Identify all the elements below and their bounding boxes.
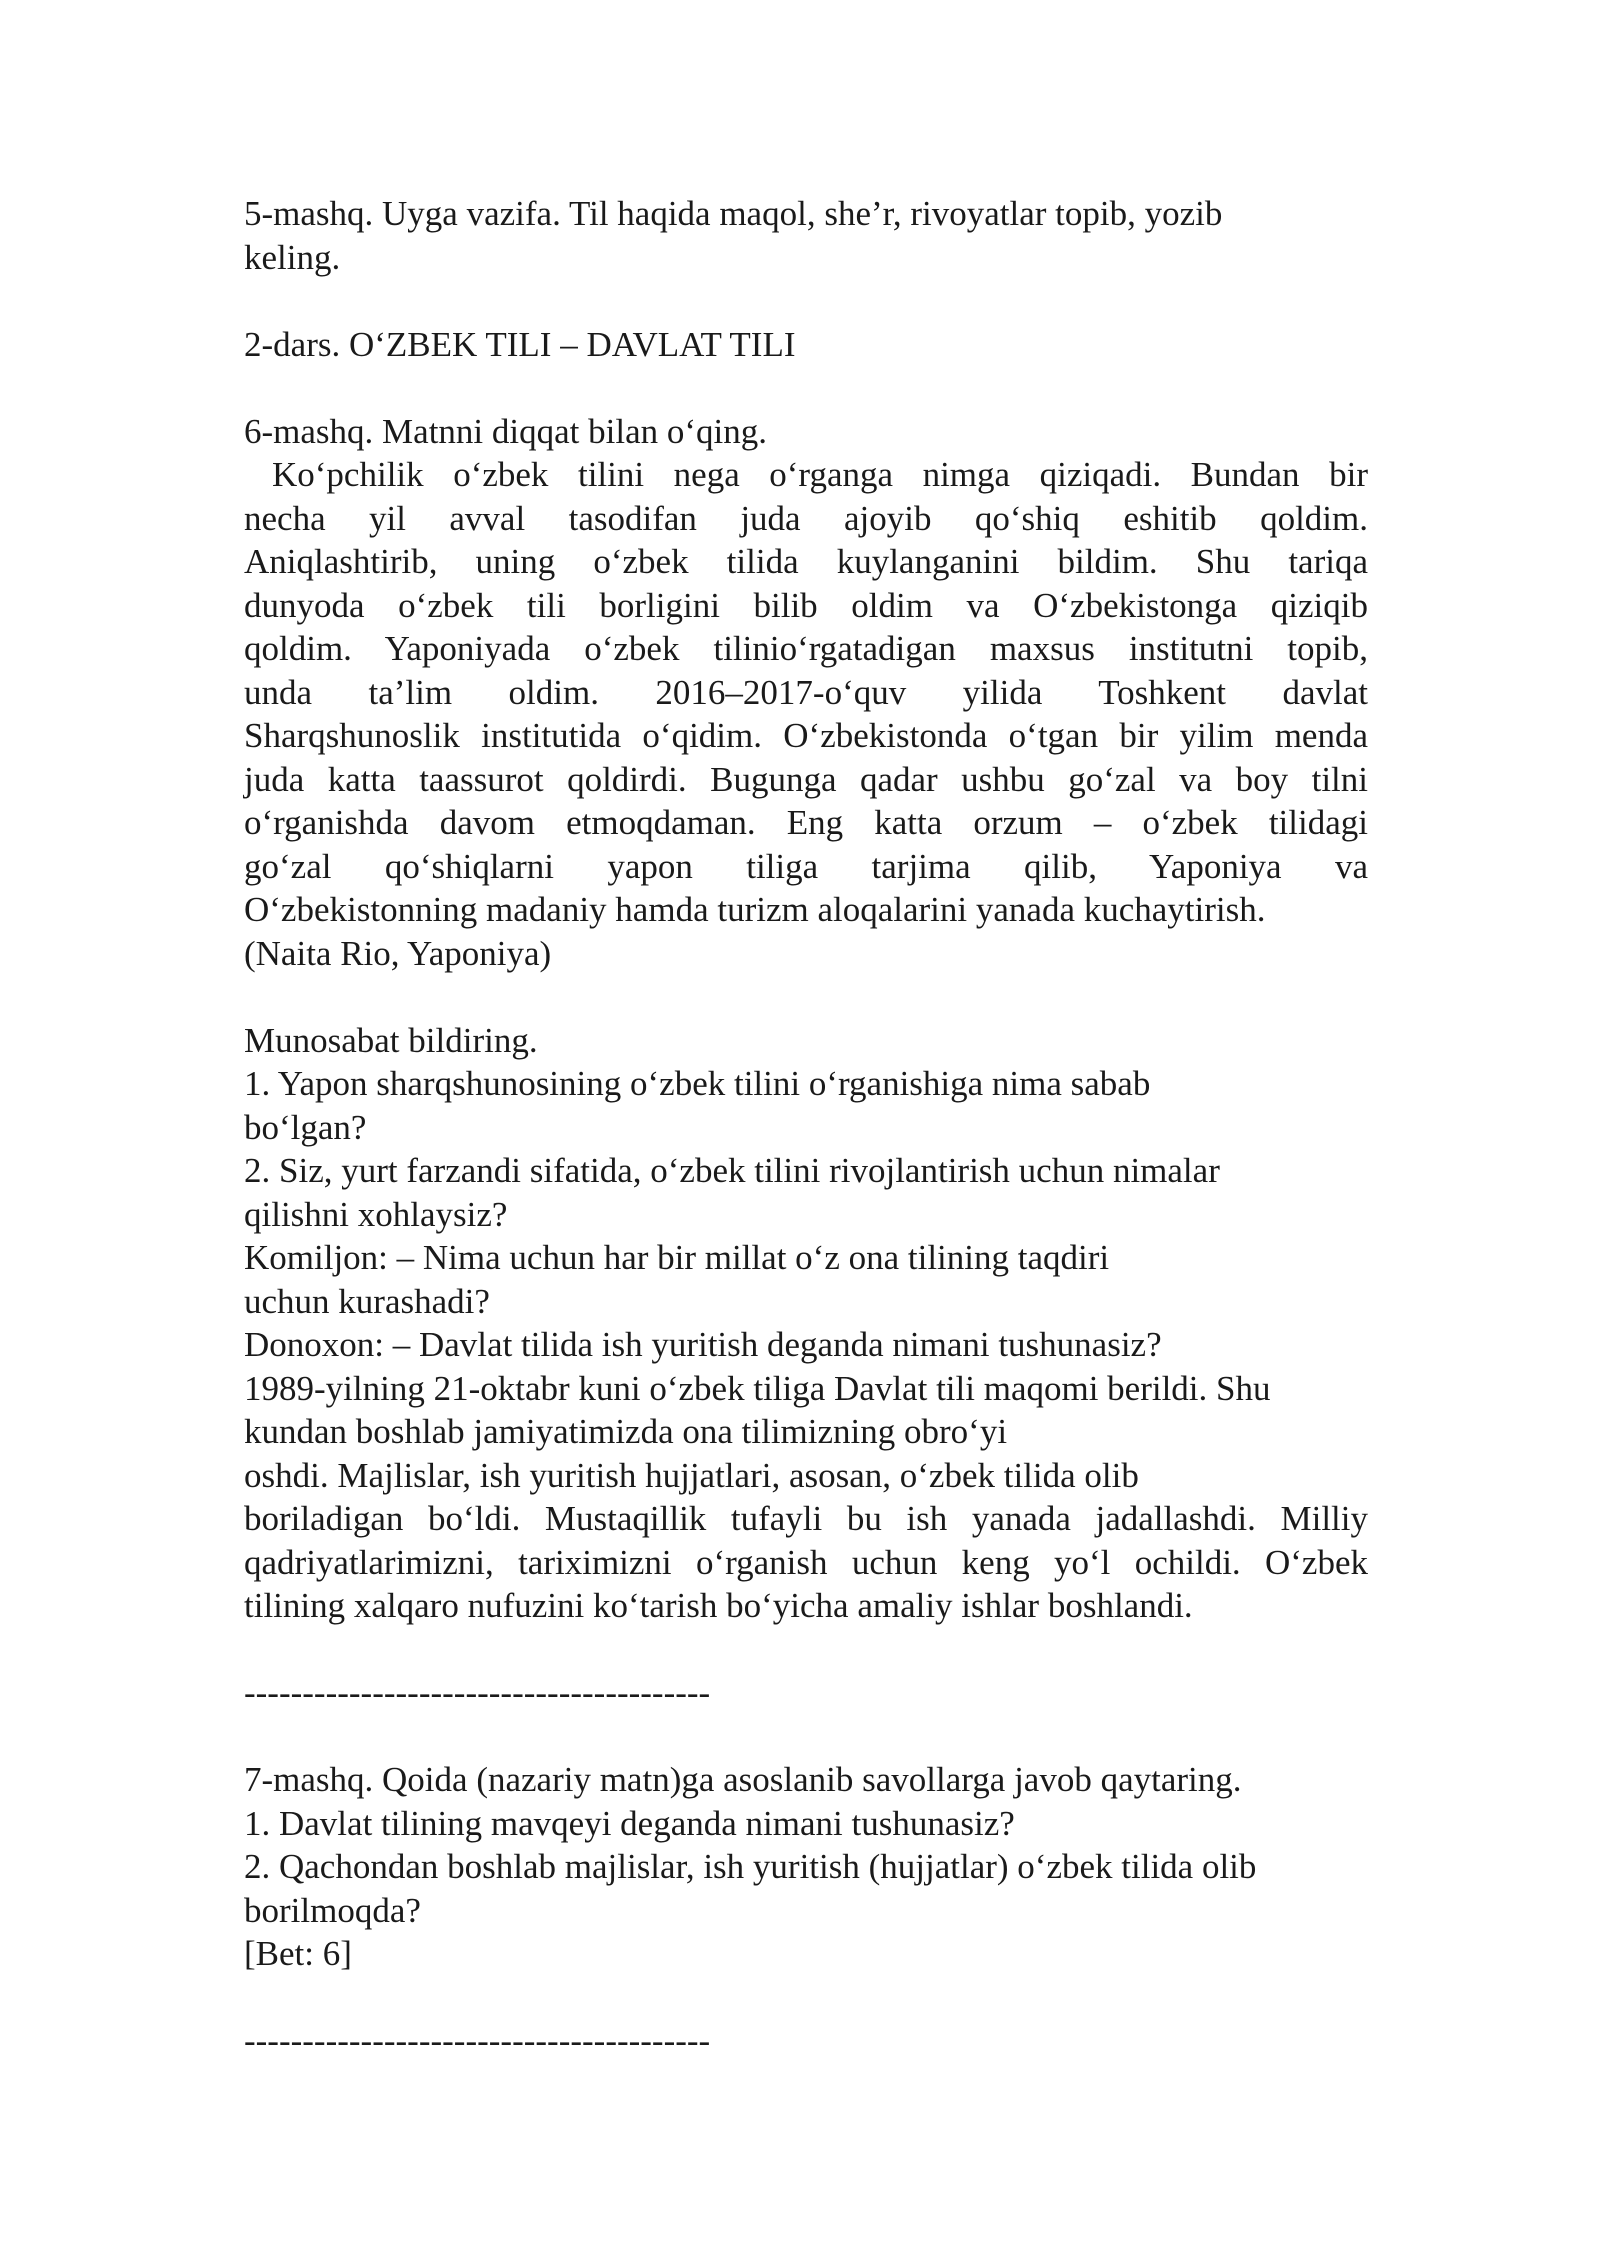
exercise7-heading: 7-mashq. Qoida (nazariy matn)ga asoslanib savollarga javob qaytaring. [244, 1760, 1242, 1799]
exercise7-question-2: 2. Qachondan boshlab majlislar, ish yuritish (hujjatlar) o‘zbek tilida olib [244, 1847, 1257, 1886]
reaction-line: Komiljon: – Nima uchun har bir millat o‘z ona tilining taqdiri [244, 1238, 1110, 1277]
reaction-line: tilining xalqaro nufuzini ko‘tarish bo‘yicha amaliy ishlar boshlandi. [244, 1586, 1193, 1625]
document-page [244, 192, 1368, 2063]
lesson-title: 2-dars. O‘ZBEK TILI – DAVLAT TILI [244, 324, 796, 364]
separator-line: ---------------------------------------- [244, 2021, 711, 2060]
reaction-line: 2. Siz, yurt farzandi sifatida, o‘zbek tilini rivojlantirish uchun nimalar [244, 1151, 1220, 1190]
exercise5-line1: 5-mashq. Uyga vazifa. Til haqida maqol, she’r, rivoyatlar topib, yozib [244, 194, 1223, 233]
reaction-line: 1. Yapon sharqshunosining o‘zbek tilini o‘rganishiga nima sabab [244, 1064, 1151, 1103]
text-line: Aniqlashtirib, uning o‘zbek tilida kuylanganini bildim. Shu tariqa [244, 542, 1368, 581]
separator-line: ---------------------------------------- [244, 1673, 711, 1712]
reaction-line: bo‘lgan? [244, 1107, 367, 1147]
text-line: O‘zbekistonning madaniy hamda turizm aloqalarini yanada kuchaytirish. [244, 890, 1266, 929]
reaction-line: qilishni xohlaysiz? [244, 1194, 508, 1234]
spacer [244, 1976, 1368, 2020]
spacer [244, 975, 1368, 1019]
text-line: o‘rganishda davom etmoqdaman. Eng katta orzum – o‘zbek tilidagi [244, 803, 1368, 842]
page-marker: [Bet: 6] [244, 1934, 352, 1973]
reaction-line: boriladigan bo‘ldi. Mustaqillik tufayli bu ish yanada jadallashdi. Milliy [244, 1499, 1368, 1538]
exercise6-text [244, 453, 1368, 932]
text-line: Sharqshunoslik institutida o‘qidim. O‘zbekistonda o‘tgan bir yilim menda [244, 716, 1368, 755]
exercise5-line2: keling. [244, 237, 341, 277]
exercise7-question-2-cont: borilmoqda? [244, 1890, 421, 1930]
text-line: juda katta taassurot qoldirdi. Bugunga qadar ushbu go‘zal va boy tilni [244, 759, 1368, 799]
text-line: go‘zal qo‘shiqlarni yapon tiliga tarjima qilib, Yaponiya va [244, 846, 1368, 886]
exercise6-heading: 6-mashq. Matnni diqqat bilan o‘qing. [244, 411, 767, 451]
exercise7-question-1: 1. Davlat tilining mavqeyi deganda nimani tushunasiz? [244, 1803, 1015, 1843]
reaction-line: kundan boshlab jamiyatimizda ona tilimizning obro‘yi [244, 1412, 1008, 1451]
spacer [244, 366, 1368, 410]
text-line: necha yil avval tasodifan juda ajoyib qo‘shiq eshitib qoldim. [244, 498, 1368, 538]
reaction-line: qadriyatlarimizni, tariximizni o‘rganish uchun keng yo‘l ochildi. O‘zbek [244, 1542, 1368, 1582]
reaction-heading: Munosabat bildiring. [244, 1020, 538, 1060]
attribution: (Naita Rio, Yaponiya) [244, 933, 552, 973]
text-line: dunyoda o‘zbek tili borligini bilib oldim va O‘zbekistonga qiziqib [244, 585, 1368, 625]
reaction-line: Donoxon: – Davlat tilida ish yuritish deganda nimani tushunasiz? [244, 1325, 1162, 1364]
spacer [244, 279, 1368, 323]
spacer [244, 1715, 1368, 1759]
text-line: unda ta’lim oldim. 2016–2017-o‘quv yilida Toshkent davlat [244, 672, 1368, 712]
reaction-line: 1989-yilning 21-oktabr kuni o‘zbek tiliga Davlat tili maqomi berildi. Shu [244, 1368, 1271, 1408]
text-line: Ko‘pchilik o‘zbek tilini nega o‘rganga nimga qiziqadi. Bundan bir [272, 455, 1368, 494]
reaction-line: oshdi. Majlislar, ish yuritish hujjatlari, asosan, o‘zbek tilida olib [244, 1455, 1139, 1495]
reaction-line: uchun kurashadi? [244, 1281, 490, 1321]
spacer [244, 1628, 1368, 1672]
text-line: qoldim. Yaponiyada o‘zbek tilinio‘rgatadigan maxsus institutni topib, [244, 629, 1368, 668]
